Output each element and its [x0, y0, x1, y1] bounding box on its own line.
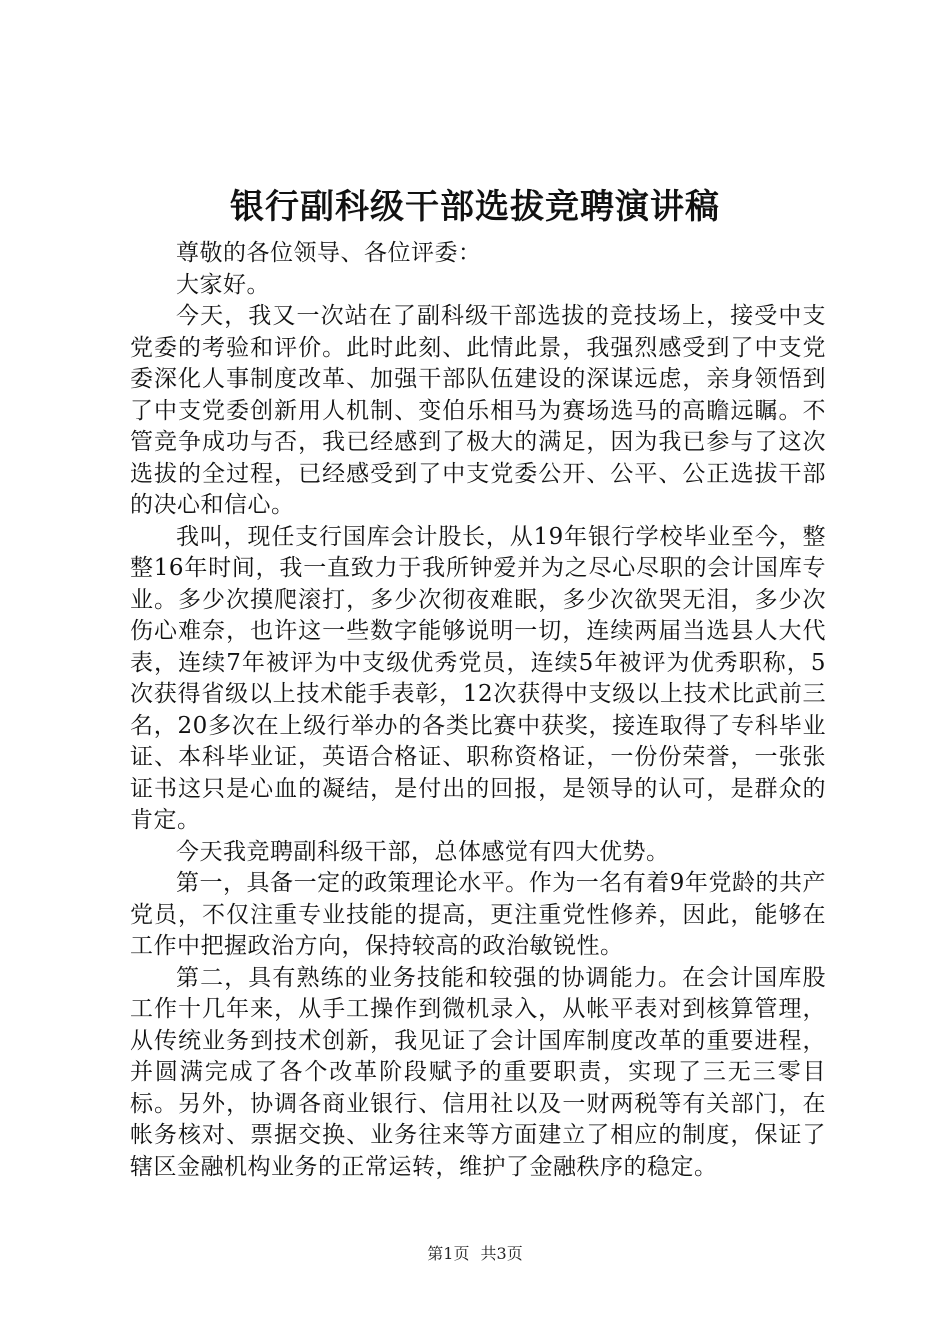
salutation: 尊敬的各位领导、各位评委： [176, 240, 482, 266]
paragraph: 今天，我又一次站在了副科级干部选拔的竞技场上，接受中支党委的考验和评价。此时此刻、此情此景，我强烈感受到了中支党委深化人事制度改革、加强干部队伍建设的深谋远虑，亲身领悟到了中支党委创新用人机制、变伯乐相马为赛场选马的高瞻远瞩。不管竞争成功与否，我已经感到了极大的满足，因为我已参与了这次选拔的全过程，已经感受到了中支党委公开、公平、公正选拔干部的决心和信心。 [130, 303, 826, 518]
document-title: 银行副科级干部选拔竞聘演讲稿 [230, 187, 720, 227]
paragraph: 我叫，现任支行国库会计股长，从19年银行学校毕业至今，整整16年时间，我一直致力于我所钟爱并为之尽心尽职的会计国库专业。多少次摸爬滚打，多少次彻夜难眠，多少次欲哭无泪，多少次伤心难奈，也许这一些数字能够说明一切，连续两届当选县人大代表，连续7年被评为中支级优秀党员，连续5年被评为优秀职称，5次获得省级以上技术能手表彰，12次获得中支级以上技术比武前三名，20多次在上级行举办的各类比赛中获奖，接连取得了专科毕业证、本科毕业证，英语合格证、职称资格证，一份份荣誉，一张张证书这只是心血的凝结，是付出的回报，是领导的认可，是群众的肯定。 [130, 523, 826, 833]
page-total: 共3页 [480, 1244, 523, 1263]
page-number: 第1页 [427, 1244, 470, 1263]
greeting: 大家好。 [176, 271, 270, 298]
paragraph: 第一，具备一定的政策理论水平。作为一名有着9年党龄的共产党员，不仅注重专业技能的提高，更注重党性修养，因此，能够在工作中把握政治方向，保持较高的政治敏锐性。 [130, 870, 826, 959]
paragraph: 第二，具有熟练的业务技能和较强的协调能力。在会计国库股工作十几年来，从手工操作到微机录入，从帐平表对到核算管理，从传统业务到技术创新，我见证了会计国库制度改革的重要进程，并圆满完成了各个改革阶段赋予的重要职责，实现了三无三零目标。另外，协调各商业银行、信用社以及一财两税等有关部门，在帐务核对、票据交换、业务往来等方面建立了相应的制度，保证了辖区金融机构业务的正常运转，维护了金融秩序的稳定。 [130, 964, 826, 1180]
paragraph: 今天我竞聘副科级干部，总体感觉有四大优势。 [176, 838, 670, 865]
document-body [130, 238, 826, 1183]
page-footer [0, 1243, 950, 1265]
